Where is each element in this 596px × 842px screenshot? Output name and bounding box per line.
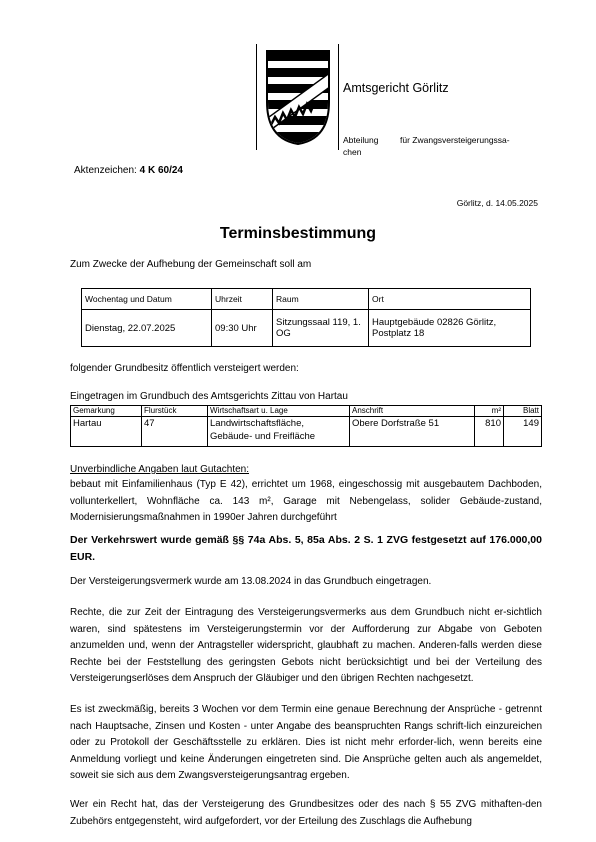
registry-header-area: m² — [475, 406, 504, 417]
registry-gemarkung: Hartau — [71, 417, 142, 447]
court-name: Amtsgericht Görlitz — [343, 81, 449, 95]
value-statement: Der Verkehrswert wurde gemäß §§ 74a Abs. 5, 85a Abs. 2 S. 1 ZVG festgesetzt auf 176.000,00 EUR. — [70, 534, 542, 563]
coat-of-arms-icon — [263, 47, 333, 147]
case-number-label: Aktenzeichen: — [74, 165, 137, 176]
registry-wirtschaftsart: Landwirtschaftsfläche, Gebäude- und Freifläche — [208, 417, 350, 447]
intro-text: Zum Zwecke der Aufhebung der Gemeinschaft soll am — [70, 259, 312, 270]
place-date: Görlitz, d. 14.05.2025 — [456, 198, 538, 208]
registry-header-blatt: Blatt — [504, 406, 542, 417]
registry-header-wirtschaftsart: Wirtschaftsart u. Lage — [208, 406, 350, 417]
department-label — [343, 134, 393, 158]
department-label-line1: Abteilung — [343, 135, 379, 145]
appointment-date: Dienstag, 22.07.2025 — [82, 310, 212, 347]
appointment-header-room: Raum — [273, 289, 369, 310]
appraisal-heading-text: Unverbindliche Angaben laut Gutachten: — [70, 464, 250, 475]
appointment-room: Sitzungssaal 119, 1. OG — [273, 310, 369, 347]
registry-blatt: 149 — [504, 417, 542, 447]
appointment-header-place: Ort — [369, 289, 531, 310]
header-divider-right — [338, 44, 339, 150]
header-divider-left — [256, 44, 257, 150]
registry-caption: Eingetragen im Grundbuch des Amtsgerichts Zittau von Hartau — [70, 391, 348, 402]
document-title: Terminsbestimmung — [219, 225, 377, 242]
registration-text: Der Versteigerungsvermerk wurde am 13.08.2024 in das Grundbuch eingetragen. — [70, 576, 432, 587]
registry-header-anschrift: Anschrift — [350, 406, 475, 417]
department-label-line2: chen — [343, 147, 362, 157]
claims-text: Es ist zweckmäßig, bereits 3 Wochen vor dem Termin eine genaue Berechnung der Ansprüche - getrennt nach Hauptsache, Zinsen und Kosten - unter Angabe des beanspruchten Rangs schrift-lich einzureichen oder zu Protokoll der Geschäftsstelle zu erklären. Dies ist nicht mehr erforder-lich, wenn bereits eine Anmeldung vorliegt und keine Änderungen eingetreten sind. Die Ansprüche gelten auch als angemeldet, soweit sie sich aus dem Zwangsversteigerungsantrag ergeben. — [70, 704, 542, 782]
appointment-header-time: Uhrzeit — [212, 289, 273, 310]
registry-flurstueck: 47 — [142, 417, 208, 447]
rights-text: Rechte, die zur Zeit der Eintragung des Versteigerungsvermerks aus dem Grundbuch nicht er-sichtlich waren, sind spätestens im Versteigerungstermin vor der Aufforderung zur Abgabe von Geboten anzumelden und, wenn der Antragsteller widerspricht, glaubhaft zu machen. Anderen-falls werden diese Rechte bei der Feststellung des geringsten Gebots nicht berücksichtigt und bei der Verteilung des Versteigerungserlöses dem Anspruch der Gläubiger und den übrigen Rechten nachgesetzt. — [70, 607, 542, 685]
registry-anschrift: Obere Dorfstraße 51 — [350, 417, 475, 447]
registry-header-flurstueck: Flurstück — [142, 406, 208, 417]
appointment-header-date: Wochentag und Datum — [82, 289, 212, 310]
last-paragraph: Wer ein Recht hat, das der Versteigerung des Grundbesitzes oder des nach § 55 ZVG mithaften-den Zubehörs entgegensteht, wird aufgefordert, vor der Erteilung des Zuschlags die Aufhebung — [70, 799, 542, 827]
appointment-place: Hauptgebäude 02826 Görlitz, Postplatz 18 — [369, 310, 531, 347]
followup-text: folgender Grundbesitz öffentlich versteigert werden: — [70, 363, 299, 374]
appointment-table — [81, 288, 531, 347]
department-value: für Zwangsversteigerungssa- — [400, 135, 510, 145]
registry-table — [70, 405, 542, 447]
registry-area: 810 — [475, 417, 504, 447]
appointment-time: 09:30 Uhr — [212, 310, 273, 347]
registry-header-gemarkung: Gemarkung — [71, 406, 142, 417]
case-number-line — [74, 165, 183, 176]
case-number: 4 K 60/24 — [139, 165, 183, 176]
appraisal-text: bebaut mit Einfamilienhaus (Typ E 42), errichtet um 1968, eingeschossig mit ausgebautem Dachboden, vollunterkellert, Wohnfläche ca. 143 m², Garage mit Nebengelass, solider Gebäude-zustand, Modernisierungsmaßnahmen in 1990er Jahren durchgeführt — [70, 479, 542, 524]
